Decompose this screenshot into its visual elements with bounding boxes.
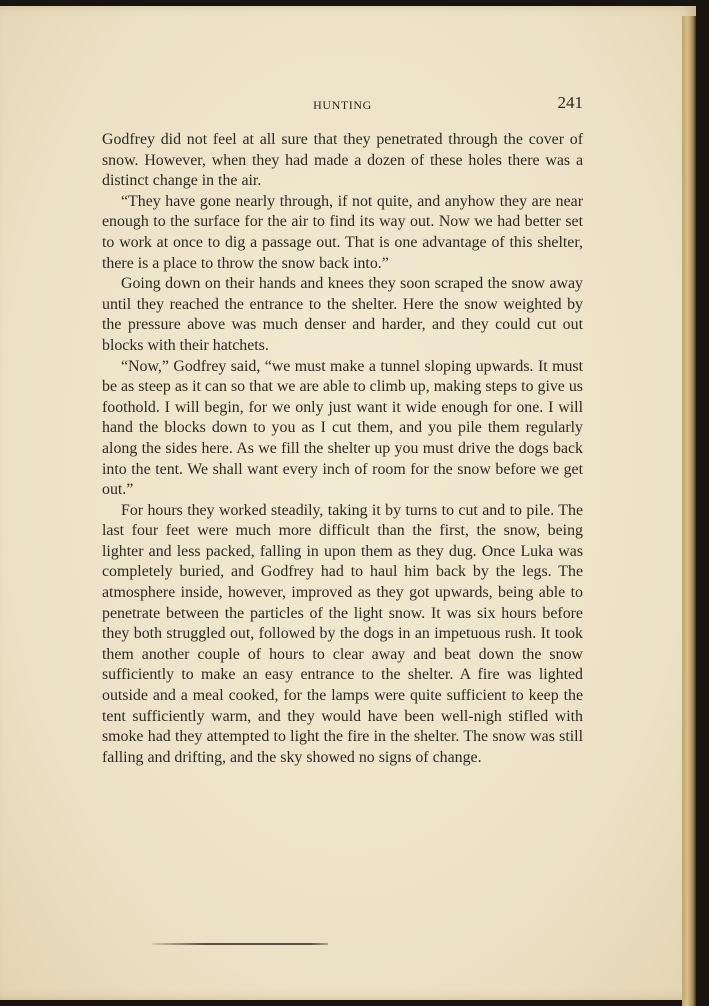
- paragraph: “Now,” Godfrey said, “we must make a tunnel sloping upwards. It must be as steep as it can so that we are able to climb up, making steps to give us foothold. I will begin, for we only just want it wide enough for one. I will hand the blocks down to you as I cut them, and you pile them regularly along the sides here. As we fill the shelter up you must drive the dogs back into the tent. We shall want every inch of room for the snow before we get out.”: [102, 357, 583, 499]
- paragraph: For hours they worked steadily, taking it by turns to cut and to pile. The last four feet were much more difficult than the first, the snow, being lighter and less packed, falling in upon them as they dug. Once Luka was completely buried, and Godfrey had to haul him back by the legs. The atmosphere inside, however, improved as they got upwards, being able to penetrate between the particles of the light snow. It was six hours before they both struggled out, followed by the dogs in an impetuous rush. It took them another couple of hours to clear away and beat down the snow sufficiently to make an easy entrance to the shelter. A fire was lighted outside and a meal cooked, for the lamps were quite sufficient to keep the tent sufficiently warm, and they would have been well-nigh stifled with smoke had they attempted to light the fire in the shelter. The snow was still falling and drifting, and the sky showed no signs of change.: [102, 501, 583, 766]
- footer-rule: [152, 943, 328, 945]
- paragraph: “They have gone nearly through, if not quite, and anyhow they are near enough to the surface for the air to find its way out. Now we had better set to work at once to dig a passage out. That is one advantage of this shelter, there is a place to throw the snow back into.”: [102, 192, 583, 272]
- running-head: [102, 94, 583, 118]
- body-text: [102, 130, 583, 768]
- paragraph: Going down on their hands and knees they soon scraped the snow away until they reached the entrance to the shelter. Here the snow weighted by the pressure above was much denser and harder, and they could cut out blocks with their hatchets.: [102, 275, 583, 354]
- paragraph: Godfrey did not feel at all sure that they penetrated through the cover of snow. However, when they had made a dozen of these holes there was a distinct change in the air.: [102, 131, 583, 190]
- running-title: HUNTING: [313, 98, 372, 112]
- page-edge: [682, 16, 696, 1006]
- page-number: 241: [557, 93, 583, 112]
- book-page: [0, 6, 696, 1000]
